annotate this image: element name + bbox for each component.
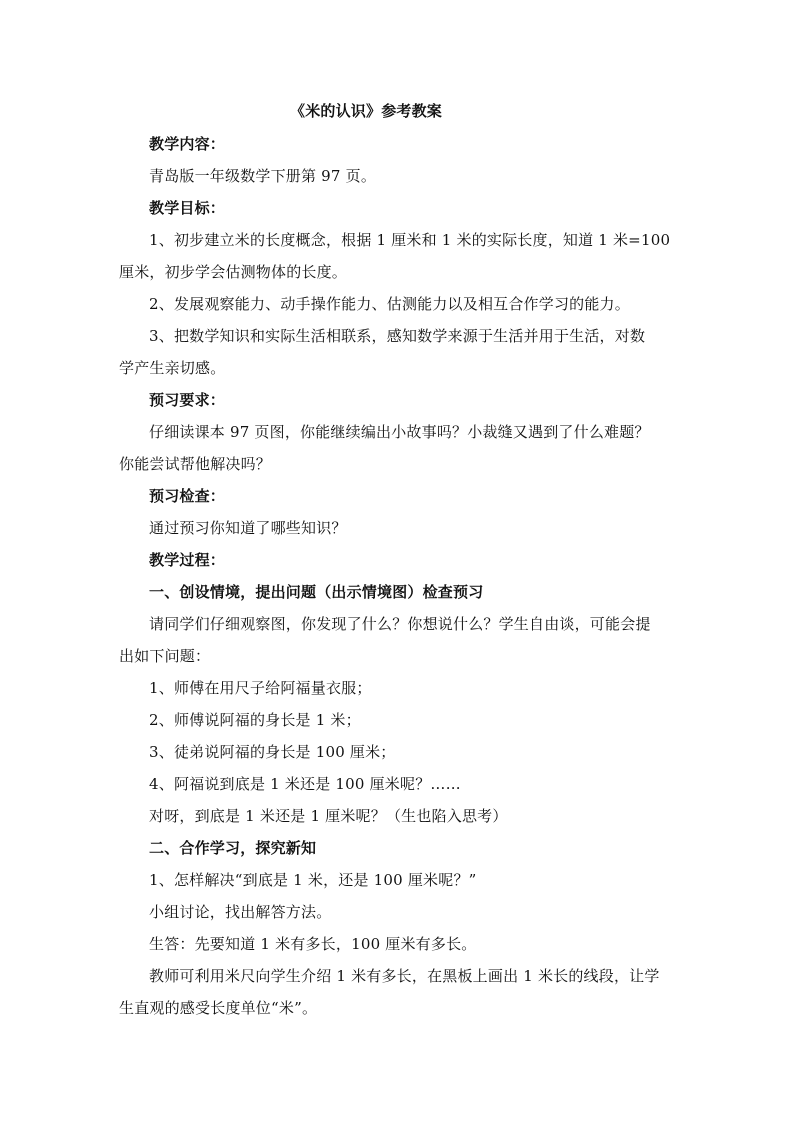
teacher-response: 对呀，到底是 1 米还是 1 厘米呢？（生也陷入思考） bbox=[149, 807, 508, 825]
preview-requirements-line1: 仔细读课本 97 页图，你能继续编出小故事吗？小裁缝又遇到了什么难题？ bbox=[149, 423, 650, 441]
goal-1-line1: 1、初步建立米的长度概念，根据 1 厘米和 1 米的实际长度，知道 1 米=100 bbox=[149, 231, 671, 249]
question-2: 2、师傅说阿福的身长是 1 米； bbox=[149, 711, 361, 729]
preview-requirements-heading: 预习要求： bbox=[149, 391, 226, 409]
preview-check-heading: 预习检查： bbox=[149, 487, 226, 505]
section-2-group-discussion: 小组讨论，找出解答方法。 bbox=[149, 903, 332, 921]
content-heading: 教学内容： bbox=[149, 135, 226, 153]
question-3: 3、徒弟说阿福的身长是 100 厘米； bbox=[149, 743, 396, 761]
goal-2: 2、发展观察能力、动手操作能力、估测能力以及相互合作学习的能力。 bbox=[149, 295, 630, 313]
section-2-teacher-line1: 教师可利用米尺向学生介绍 1 米有多长，在黑板上画出 1 米长的线段，让学 bbox=[149, 967, 660, 985]
goal-1-line2: 厘米，初步学会估测物体的长度。 bbox=[119, 263, 348, 281]
section-2-student-answer: 生答：先要知道 1 米有多长，100 厘米有多长。 bbox=[149, 935, 477, 953]
section-2-heading: 二、合作学习，探究新知 bbox=[149, 839, 317, 857]
section-1-intro-line1: 请同学们仔细观察图，你发现了什么？你想说什么？学生自由谈，可能会提 bbox=[149, 615, 651, 633]
section-1-intro-line2: 出如下问题： bbox=[119, 647, 211, 665]
goal-3-line1: 3、把数学知识和实际生活相联系，感知数学来源于生活并用于生活，对数 bbox=[149, 327, 646, 345]
question-1: 1、师傅在用尺子给阿福量衣服； bbox=[149, 679, 372, 697]
preview-requirements-line2: 你能尝试帮他解决吗？ bbox=[119, 455, 272, 473]
question-4: 4、阿福说到底是 1 米还是 100 厘米呢？…… bbox=[149, 775, 461, 793]
section-2-item-1: 1、怎样解决“到底是 1 米，还是 100 厘米呢？” bbox=[149, 871, 477, 889]
content-text: 青岛版一年级数学下册第 97 页。 bbox=[149, 167, 377, 185]
preview-check-text: 通过预习你知道了哪些知识？ bbox=[149, 519, 347, 537]
section-2-teacher-line2: 生直观的感受长度单位“米”。 bbox=[119, 999, 318, 1017]
goal-3-line2: 学产生亲切感。 bbox=[119, 359, 226, 377]
document-title: 《米的认识》参考教案 bbox=[290, 102, 443, 120]
goals-heading: 教学目标： bbox=[149, 199, 226, 217]
process-heading: 教学过程： bbox=[149, 551, 226, 569]
section-1-heading: 一、创设情境，提出问题（出示情境图）检查预习 bbox=[149, 583, 484, 601]
